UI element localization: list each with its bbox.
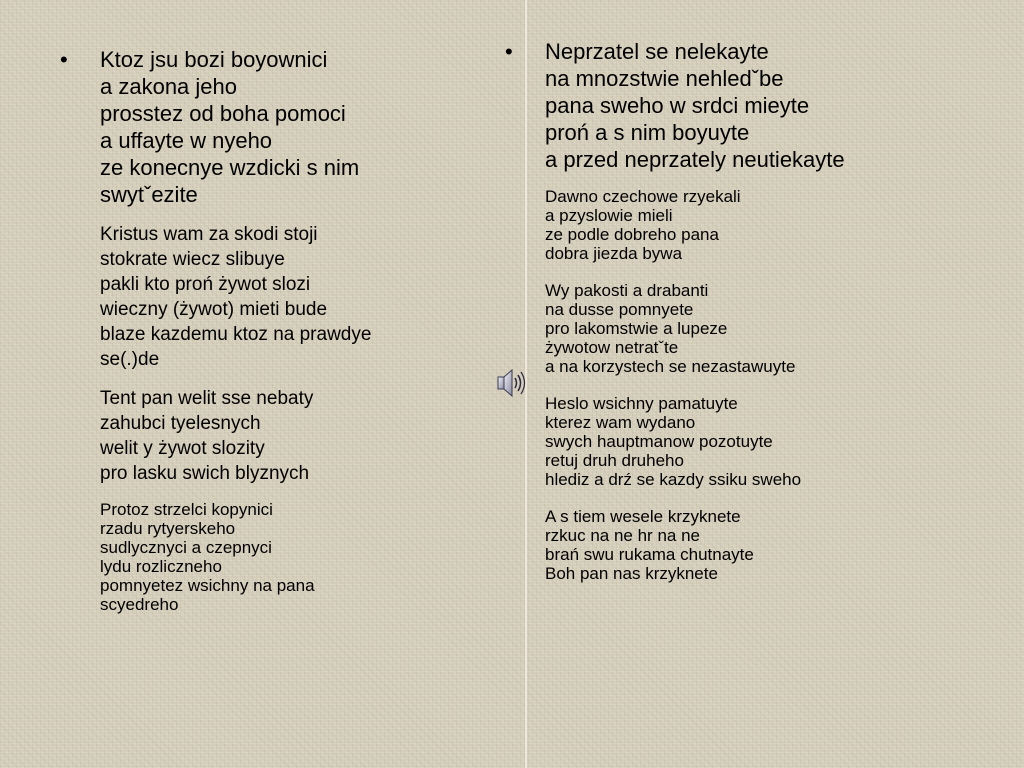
right-verse (545, 38, 845, 601)
verse-line: Ktoz jsu bozi boyownici (100, 47, 328, 72)
verse-line: żywotow netratˇte (545, 338, 679, 357)
verse-line: dobra jiezda bywa (545, 244, 683, 263)
verse-line: sudlycznyci a czepnyci (100, 538, 272, 557)
verse-line: Wy pakosti a drabanti (545, 281, 709, 300)
right-stanza-2 (545, 187, 845, 263)
verse-line: pro lakomstwie a lupeze (545, 319, 728, 338)
left-column (60, 46, 470, 632)
verse-line: stokrate wiecz slibuye (100, 249, 285, 270)
verse-line: na dusse pomnyete (545, 300, 694, 319)
verse-line: Protoz strzelci kopynici (100, 500, 273, 519)
verse-line: kterez wam wydano (545, 413, 696, 432)
left-stanza-4 (100, 500, 371, 614)
verse-line: zahubci tyelesnych (100, 413, 261, 434)
verse-line: Neprzatel se nelekayte (545, 39, 769, 64)
right-stanza-5 (545, 507, 845, 583)
verse-line: pomnyetez wsichny na pana (100, 576, 315, 595)
bullet-marker: • (505, 39, 513, 64)
verse-line: swych hauptmanow pozotuyte (545, 432, 773, 451)
speaker-icon (494, 366, 530, 400)
verse-line: proń a s nim boyuyte (545, 120, 750, 145)
verse-line: a zakona jeho (100, 74, 237, 99)
verse-line: swytˇezite (100, 182, 198, 207)
verse-line: Boh pan nas krzyknete (545, 564, 718, 583)
verse-line: rzkuc na ne hr na ne (545, 526, 700, 545)
left-stanza-3 (100, 386, 371, 486)
verse-line: blaze kazdemu ktoz na prawdye (100, 324, 372, 345)
left-stanza-2 (100, 222, 371, 372)
verse-line: Heslo wsichny pamatuyte (545, 394, 738, 413)
verse-line: ze podle dobreho pana (545, 225, 719, 244)
verse-line: scyedreho (100, 595, 179, 614)
right-stanza-3 (545, 281, 845, 376)
verse-line: a pzyslowie mieli (545, 206, 673, 225)
right-stanza-4 (545, 394, 845, 489)
verse-line: rzadu rytyerskeho (100, 519, 236, 538)
verse-line: pakli kto proń żywot slozi (100, 274, 311, 295)
verse-line: hlediz a drź se kazdy ssiku sweho (545, 470, 802, 489)
left-stanza-1 (100, 46, 371, 208)
verse-line: welit y żywot slozity (100, 438, 265, 459)
verse-line: retuj druh druheho (545, 451, 684, 470)
verse-line: a przed neprzately neutiekayte (545, 147, 845, 172)
verse-line: na mnozstwie nehledˇbe (545, 66, 784, 91)
verse-line: pana sweho w srdci mieyte (545, 93, 810, 118)
verse-line: se(.)de (100, 349, 160, 370)
right-stanza-1 (545, 38, 845, 173)
verse-line: lydu rozliczneho (100, 557, 222, 576)
verse-line: Kristus wam za skodi stoji (100, 224, 318, 245)
verse-line: pro lasku swich blyznych (100, 463, 310, 484)
sound-speaker-icon[interactable] (494, 366, 530, 400)
verse-line: Tent pan welit sse nebaty (100, 388, 314, 409)
right-bullet-item (505, 38, 1005, 601)
verse-line: Dawno czechowe rzyekali (545, 187, 741, 206)
left-bullet-item (60, 46, 470, 632)
verse-line: brań swu rukama chutnayte (545, 545, 754, 564)
left-verse (100, 46, 371, 632)
verse-line: a uffayte w nyeho (100, 128, 273, 153)
verse-line: prosstez od boha pomoci (100, 101, 346, 126)
right-column (505, 38, 1005, 601)
bullet-marker: • (60, 47, 68, 72)
verse-line: a na korzystech se nezastawuyte (545, 357, 796, 376)
verse-line: wieczny (żywot) mieti bude (100, 299, 328, 320)
verse-line: ze konecnye wzdicki s nim (100, 155, 360, 180)
verse-line: A s tiem wesele krzyknete (545, 507, 741, 526)
